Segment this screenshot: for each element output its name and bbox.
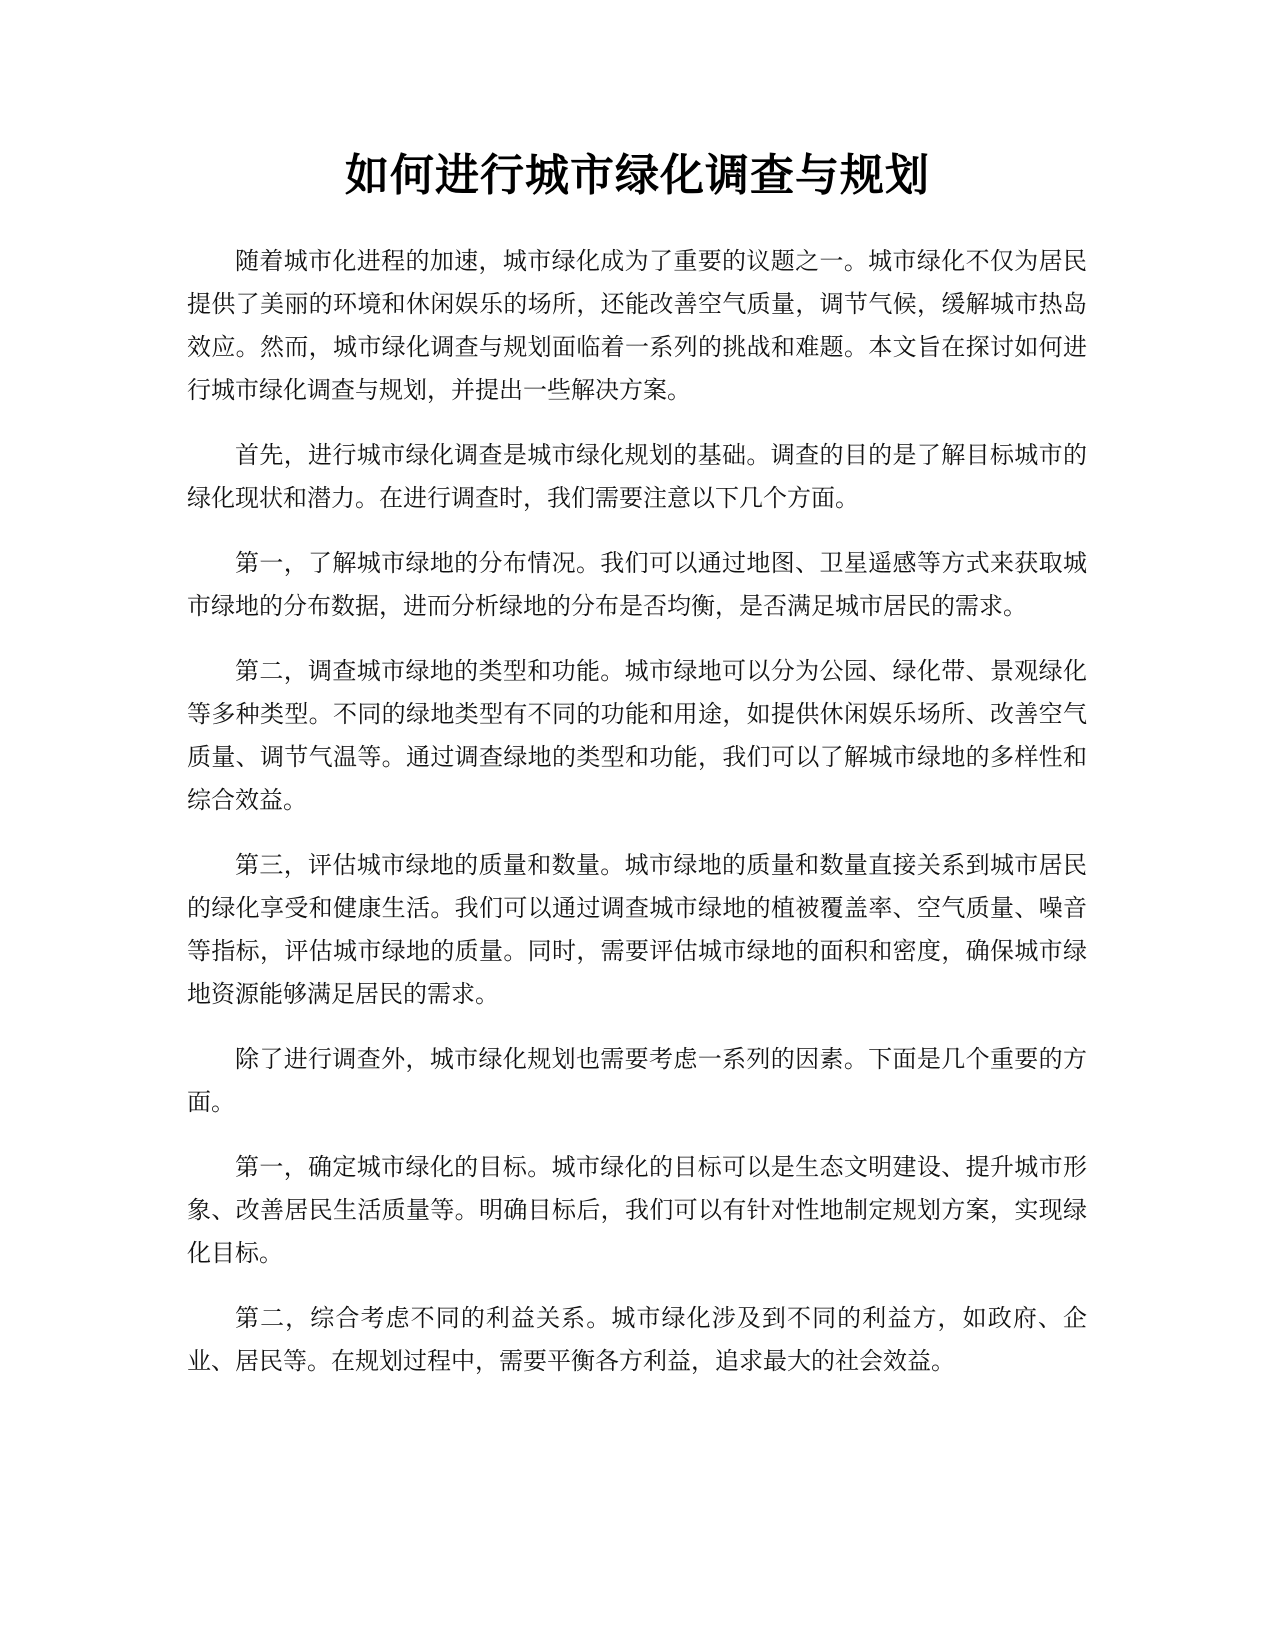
paragraph-planning-factors: 除了进行调查外，城市绿化规划也需要考虑一系列的因素。下面是几个重要的方面。 <box>187 1045 1087 1116</box>
paragraph-planning-goals: 第一，确定城市绿化的目标。城市绿化的目标可以是生态文明建设、提升城市形象、改善居民生活质量等。明确目标后，我们可以有针对性地制定规划方案，实现绿化目标。 <box>187 1153 1087 1267</box>
paragraph-survey-distribution: 第一，了解城市绿地的分布情况。我们可以通过地图、卫星遥感等方式来获取城市绿地的分布数据，进而分析绿地的分布是否均衡，是否满足城市居民的需求。 <box>187 549 1087 620</box>
document-title: 如何进行城市绿化调查与规划 <box>345 150 930 201</box>
paragraph-survey-types: 第二，调查城市绿地的类型和功能。城市绿地可以分为公园、绿化带、景观绿化等多种类型。不同的绿地类型有不同的功能和用途，如提供休闲娱乐场所、改善空气质量、调节气温等。通过调查绿地的类型和功能，我们可以了解城市绿地的多样性和综合效益。 <box>187 657 1087 814</box>
paragraph-intro: 随着城市化进程的加速，城市绿化成为了重要的议题之一。城市绿化不仅为居民提供了美丽的环境和休闲娱乐的场所，还能改善空气质量，调节气候，缓解城市热岛效应。然而，城市绿化调查与规划面临着一系列的挑战和难题。本文旨在探讨如何进行城市绿化调查与规划，并提出一些解决方案。 <box>187 247 1087 404</box>
paragraph-planning-interests: 第二，综合考虑不同的利益关系。城市绿化涉及到不同的利益方，如政府、企业、居民等。在规划过程中，需要平衡各方利益，追求最大的社会效益。 <box>187 1304 1087 1375</box>
document-body <box>187 240 1087 1405</box>
paragraph-survey-quality: 第三，评估城市绿地的质量和数量。城市绿地的质量和数量直接关系到城市居民的绿化享受和健康生活。我们可以通过调查城市绿地的植被覆盖率、空气质量、噪音等指标，评估城市绿地的质量。同时，需要评估城市绿地的面积和密度，确保城市绿地资源能够满足居民的需求。 <box>187 851 1087 1008</box>
paragraph-survey-basis: 首先，进行城市绿化调查是城市绿化规划的基础。调查的目的是了解目标城市的绿化现状和潜力。在进行调查时，我们需要注意以下几个方面。 <box>187 441 1087 512</box>
